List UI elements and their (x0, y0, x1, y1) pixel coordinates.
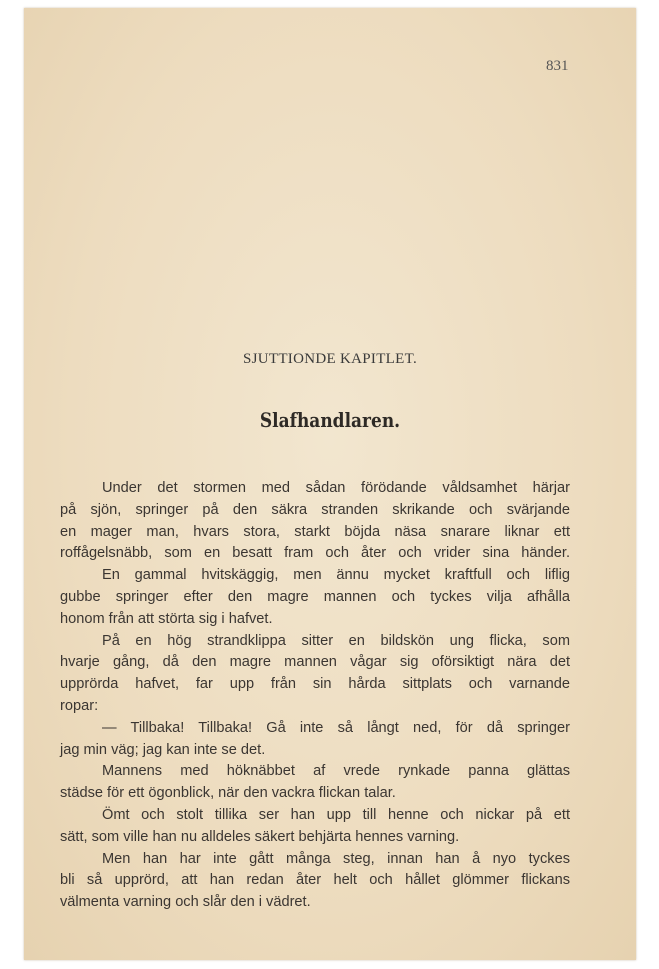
text-line: Under det stormen med sådan förödande våldsamhet härjar (102, 480, 570, 496)
text-line: välmenta varning och slår den i vädret. (60, 894, 311, 911)
text-line: hvarje gång, då den magre mannen vågar sig oförsiktigt nära det (60, 654, 570, 671)
text-line: bli så upprörd, att han redan åter helt och hållet glömmer flickans (60, 872, 570, 889)
text-line: sätt, som ville han nu alldeles säkert behjärta hennes varning. (60, 828, 460, 845)
text-line: jag min väg; jag kan inte se det. (60, 741, 266, 758)
text-line: Men han har inte gått många steg, innan han å nyo tyckes (102, 850, 570, 867)
text-line: Mannens med höknäbbet af vrede rynkade panna glättas (102, 763, 570, 780)
text-line: ropar: (60, 697, 99, 714)
text-line: På en hög strandklippa sitter en bildskön ung flicka, som (102, 632, 570, 649)
text-line: — Tillbaka! Tillbaka! Gå inte så långt ned, för då springer (102, 719, 570, 736)
text-line: en mager man, hvars stora, starkt böjda näsa snarare liknar ett (60, 523, 570, 540)
text-line: gubbe springer efter den magre mannen och tyckes vilja afhålla (60, 588, 570, 605)
text-line: roffågelsnäbb, som en besatt fram och åter och vrider sina händer. (60, 545, 570, 562)
text-line: på sjön, springer på den säkra stranden skrikande och svärjande (60, 501, 570, 518)
text-line: städse för ett ögonblick, när den vackra flickan talar. (60, 785, 396, 802)
text-line: En gammal hvitskäggig, men ännu mycket kraftfull och liflig (102, 567, 570, 584)
page-number: 831 (546, 58, 569, 74)
text-line: upprörda hafvet, far upp från sin hårda sittplats och varnande (60, 676, 570, 693)
chapter-heading: SJUTTIONDE KAPITLET. (242, 351, 418, 367)
body-text (60, 478, 570, 914)
scanned-page (24, 8, 636, 960)
chapter-title: Slafhandlaren. (259, 408, 401, 432)
text-line: Ömt och stolt tillika ser han upp till henne och nickar på ett (102, 806, 570, 823)
text-line: honom från att störta sig i hafvet. (60, 610, 273, 627)
